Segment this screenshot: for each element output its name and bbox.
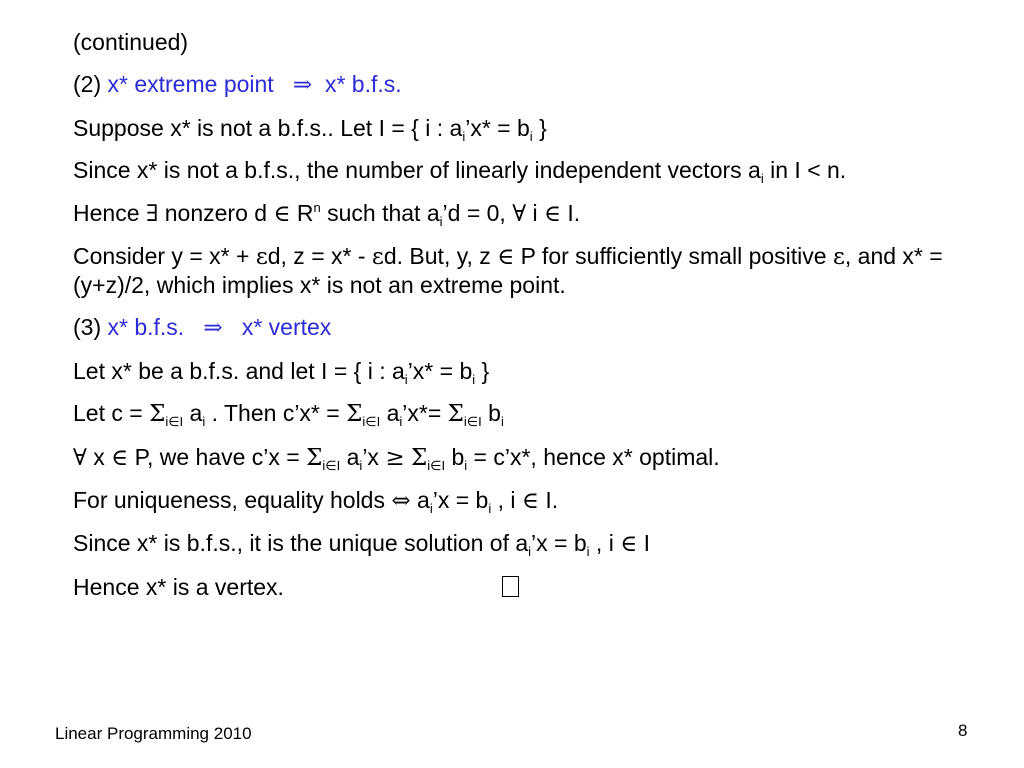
line-hence-exists: Hence ∃ nonzero d ∈ $R^n$ such that $a_i’d = 0$, ∀ i ∈ I. [73, 199, 581, 229]
sigma-symbol: Σ [447, 401, 464, 428]
epsilon-symbol: ε [832, 243, 845, 270]
sigma-symbol: Σ [410, 444, 428, 471]
line-continued: (continued) [73, 29, 189, 55]
epsilon-symbol: ε [255, 243, 268, 270]
implies-icon: ⇒ [203, 315, 223, 342]
epsilon-symbol: ε [371, 243, 384, 270]
element-of-icon: ∈ [497, 243, 515, 270]
line-forall-x: ∀ x ∈ P, we have c’x = $\Sigma_{i\in I}$ $a_i’x \ge \Sigma_{i\in I}$ $b_i$ = c’x*, hence x* optimal. [73, 443, 720, 473]
line-since-not-bfs: Since x* is not a b.f.s., the number of linearly independent vectors $a_i$ in I < n. [73, 157, 847, 187]
sigma-symbol: Σ [346, 401, 363, 428]
line-claim-3: (3) x* b.f.s. ⇒ x* vertex [73, 314, 332, 342]
sigma-symbol: Σ [149, 401, 166, 428]
page-number: 8 [958, 721, 968, 740]
slide-body [73, 28, 993, 615]
element-of-icon: ∈ [111, 444, 129, 471]
line-hence-vertex: Hence x* is a vertex. [73, 573, 993, 601]
element-of-icon: ∈ [544, 200, 562, 227]
footer-course: Linear Programming 2010 [55, 724, 252, 743]
sigma-symbol: Σ [306, 444, 323, 471]
element-of-icon: ∈ [620, 531, 638, 558]
forall-icon: ∀ [512, 200, 527, 227]
line-unique-solution: Since x* is b.f.s., it is the unique solution of $a_i’x = b_i$ , i ∈ I [73, 530, 651, 560]
line-suppose: Suppose x* is not a b.f.s.. Let I = { i : $a_i’x* = b_i$ } [73, 114, 547, 144]
iff-icon: ⇔ [391, 487, 411, 514]
exists-icon: ∃ [145, 200, 159, 227]
line-let-bfs: Let x* be a b.f.s. and let I = { i : $a_i’x* = b_i$ } [73, 357, 490, 387]
qed-box-icon [502, 576, 519, 597]
line-consider: Consider y = x* + εd, z = x* - εd. But, y, z ∈ P for sufficiently small positive ε, and x* = (y+z)/2, which implies x* is not an extreme point. [73, 242, 943, 298]
implies-icon: ⇒ [292, 72, 313, 99]
line-claim-2: (2) x* extreme point ⇒ x* b.f.s. [73, 71, 402, 99]
line-let-c: Let $c = \Sigma_{i\in I}$ $a_i$ . Then c’x* = $\Sigma_{i\in I}$ $a_i’x*= \Sigma_{i\in I}$ $b_i$ [73, 400, 504, 430]
element-of-icon: ∈ [521, 487, 539, 514]
geq-icon: ≥ [385, 444, 405, 471]
forall-icon: ∀ [73, 444, 87, 471]
element-of-icon: ∈ [273, 200, 291, 227]
line-uniqueness: For uniqueness, equality holds ⇔ $a_i’x = b_i$ , i ∈ I. [73, 486, 559, 516]
